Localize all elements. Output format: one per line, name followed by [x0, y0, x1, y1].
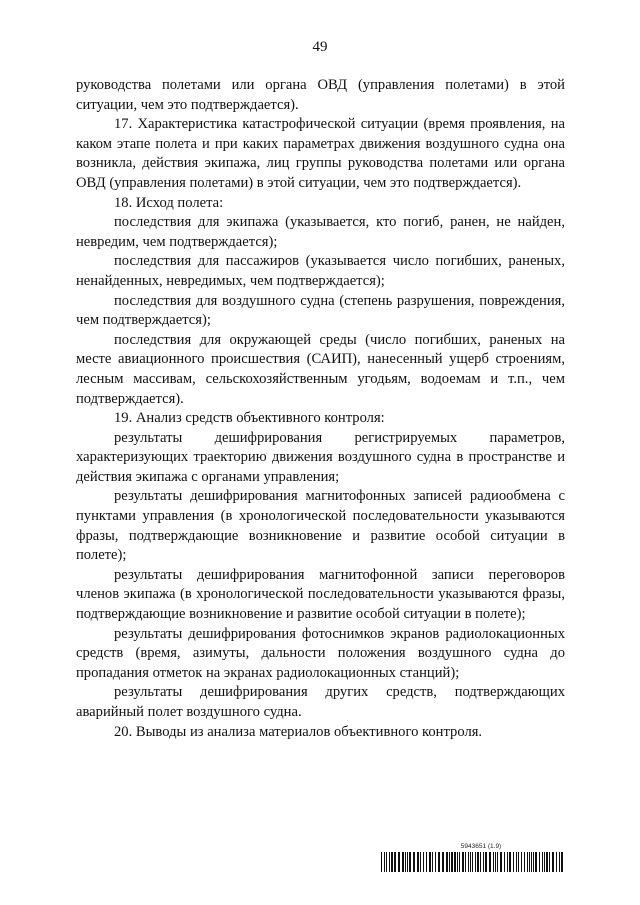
- paragraph: 18. Исход полета:: [114, 194, 224, 211]
- paragraph: последствия для воздушного судна (степень разрушения, повреждения, чем подтверждается);: [76, 292, 565, 329]
- paragraph: результаты дешифрирования магнитофонных записей радиообмена с пунктами управления (в хронологической последовательности указываются фразы, подтверждающие возникновение и развитие особой ситуации в полете);: [76, 488, 565, 564]
- paragraph: результаты дешифрирования магнитофонной записи переговоров членов экипажа (в хронологической последовательности указываются фразы, подтверждающие возникновение и развитие особой ситуации в полете);: [76, 566, 565, 623]
- page-number: 49: [312, 39, 328, 55]
- paragraph: последствия для окружающей среды (число погибших, раненых на месте авиационного происшествия (САИП), нанесенный ущерб строениям, лесным массивам, сельскохозяйственным угодьям, водоемам и т.п., чем подтверждается).: [76, 331, 565, 407]
- paragraph: руководства полетами или органа ОВД (управления полетами) в этой ситуации, чем это подтверждается).: [76, 77, 565, 113]
- paragraph: результаты дешифрирования фотоснимков экранов радиолокационных средств (время, азимуты, дальности положения воздушного судна до пропадания отметок на экранах радиолокационных станций);: [76, 625, 565, 681]
- paragraph: последствия для пассажиров (указывается число погибших, раненых, ненайденных, невредимых, чем подтверждается);: [76, 253, 565, 289]
- barcode-label: 5943651 (1.9): [460, 843, 502, 850]
- paragraph: 17. Характеристика катастрофической ситуации (время проявления, на каком этапе полета и при каких параметрах движения воздушного судна она возникла, действия экипажа, лиц группы руководства полетами или органа ОВД (управления полетами) в этой ситуации, чем это подтверждается).: [76, 116, 565, 191]
- barcode-icon: [381, 852, 564, 872]
- paragraph: результаты дешифрирования других средств, подтверждающих аварийный полет воздушного судна.: [76, 684, 565, 720]
- document-body: [76, 76, 565, 742]
- paragraph: последствия для экипажа (указывается, кто погиб, ранен, не найден, невредим, чем подтверждается);: [76, 214, 565, 250]
- paragraph: 20. Выводы из анализа материалов объективного контроля.: [114, 723, 483, 740]
- paragraph: результаты дешифрирования регистрируемых параметров, характеризующих траекторию движения воздушного судна в пространстве и действия экипажа с органами управления;: [76, 429, 565, 485]
- paragraph: 19. Анализ средств объективного контроля:: [114, 410, 385, 427]
